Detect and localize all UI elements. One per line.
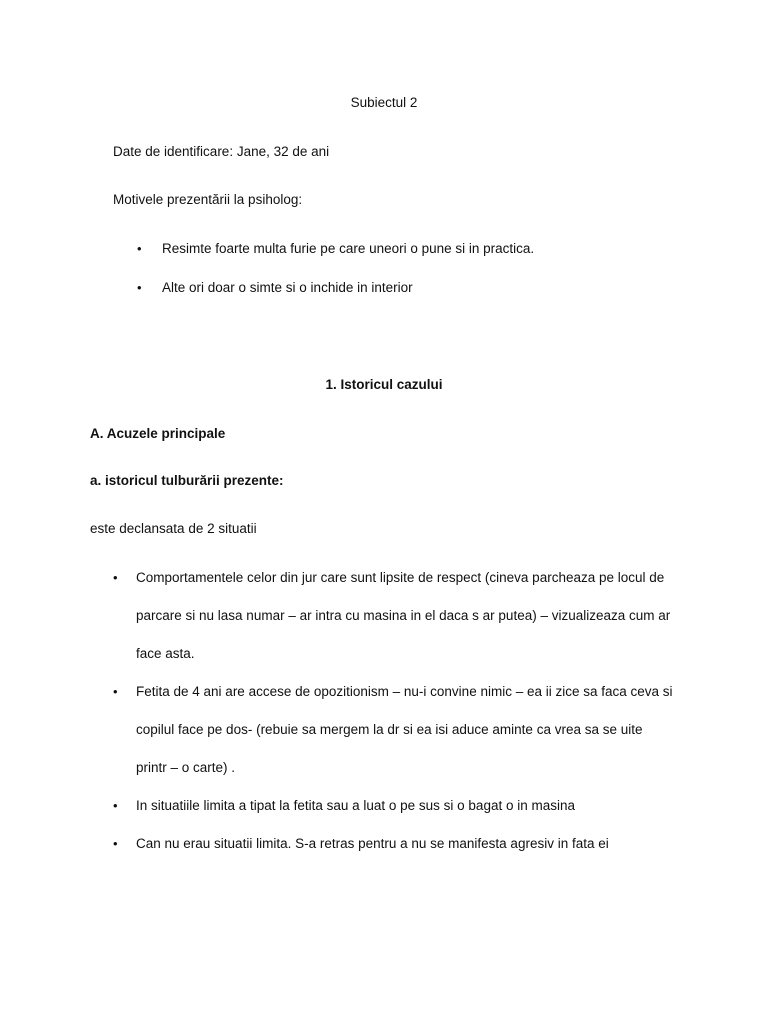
bullet-icon: •	[113, 798, 118, 813]
reason-item: Resimte foarte multa furie pe care uneori o pune si in practica.	[162, 241, 535, 256]
bullet-icon: •	[137, 241, 142, 256]
bullet-icon: •	[113, 684, 118, 699]
list-item-line: Can nu erau situatii limita. S-a retras pentru a nu se manifesta agresiv in fata ei	[136, 836, 609, 851]
bullet-icon: •	[113, 570, 118, 585]
reason-item: Alte ori doar o simte si o inchide in interior	[162, 280, 413, 295]
document-title: Subiectul 2	[350, 95, 418, 110]
list-item-line: face asta.	[136, 646, 195, 661]
list-item-line: printr – o carte) .	[136, 760, 236, 775]
reasons-heading: Motivele prezentării la psiholog:	[113, 192, 303, 207]
bullet-icon: •	[113, 836, 118, 851]
list-item-line: Fetita de 4 ani are accese de opozitionism – nu-i convine nimic – ea ii zice sa faca ceva si	[136, 684, 673, 699]
list-item-line: copilul face pe dos- (rebuie sa mergem la dr si ea isi aduce aminte ca vrea sa se uite	[136, 722, 643, 737]
subsection-heading: A. Acuzele principale	[90, 426, 226, 441]
intro-text: este declansata de 2 situatii	[90, 521, 257, 536]
subsection-subheading: a. istoricul tulburării prezente:	[90, 473, 284, 488]
list-item-line: In situatiile limita a tipat la fetita sau a luat o pe sus si o bagat o in masina	[136, 798, 575, 813]
list-item-line: Comportamentele celor din jur care sunt lipsite de respect (cineva parcheaza pe locul de	[136, 570, 665, 585]
bullet-icon: •	[137, 280, 142, 295]
list-item-line: parcare si nu lasa numar – ar intra cu masina in el daca s ar putea) – vizualizeaza cum ar	[136, 608, 671, 623]
section-heading: 1. Istoricul cazului	[325, 377, 443, 392]
identification-line: Date de identificare: Jane, 32 de ani	[113, 144, 330, 159]
